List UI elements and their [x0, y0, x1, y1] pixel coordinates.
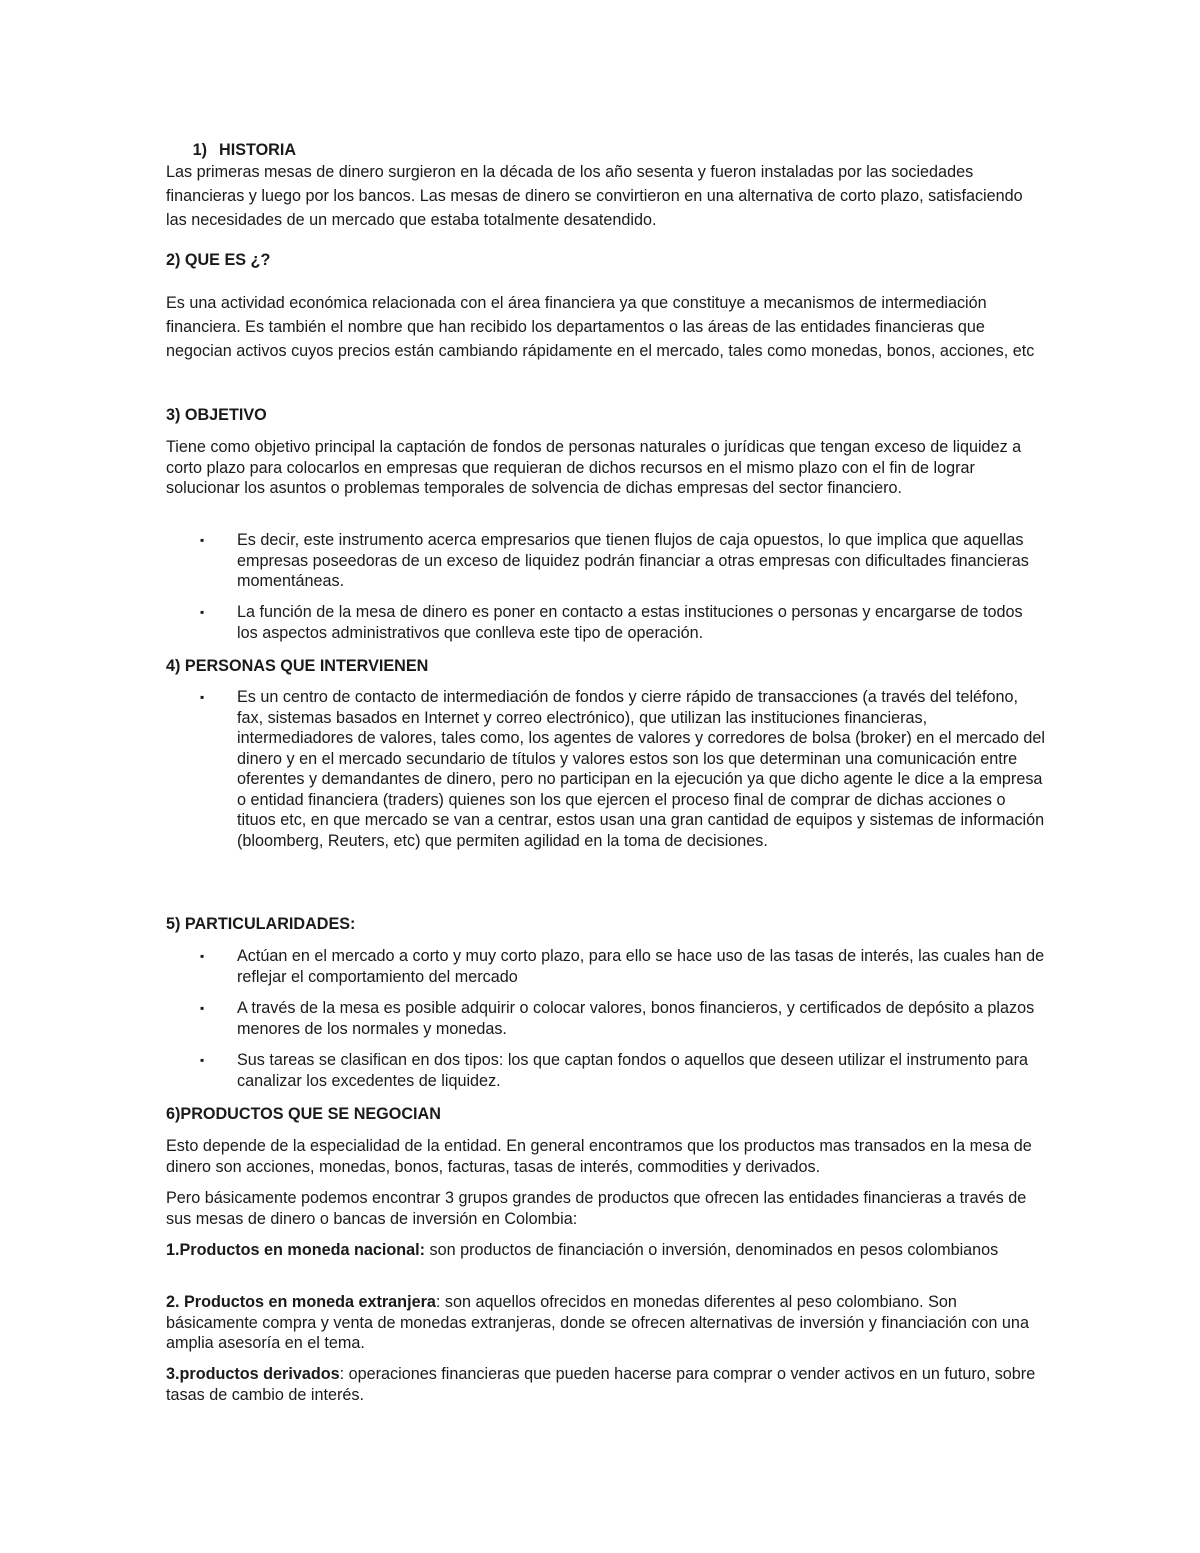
- product-label: 2. Productos en moneda extranjera: [166, 1293, 436, 1311]
- bullet-text: Es decir, este instrumento acerca empresarios que tienen flujos de caja opuestos, lo que implica que aquellas empresas poseedoras de un exceso de liquidez podrán financiar a otras empresas con dificultades financieras momentáneas.: [237, 531, 1029, 590]
- bullet-item: [166, 998, 1046, 1039]
- heading-que-es: 2) QUE ES ¿?: [166, 251, 271, 269]
- bullet-text: Sus tareas se clasifican en dos tipos: los que captan fondos o aquellos que deseen utilizar el instrumento para canalizar los excedentes de liquidez.: [237, 1051, 1028, 1090]
- product-text: : son aquellos ofrecidos en monedas diferentes al peso colombiano. Son básicamente compra y venta de monedas extranjeras, donde se ofrecen alternativas de inversión y financiación con una amplia asesoría en el tema.: [166, 1293, 1029, 1352]
- product-text: : operaciones financieras que pueden hacerse para comprar o vender activos en un futuro, sobre tasas de cambio de interés.: [166, 1365, 1036, 1404]
- bullet-text: Es un centro de contacto de intermediación de fondos y cierre rápido de transacciones (a través del teléfono, fax, sistemas basados en Internet y correo electrónico), que utilizan las instituciones financieras, intermediadores de valores, tales como, los agentes de valores y corredores de bolsa (broker) en el mercado del dinero y en el mercado secundario de títulos y valores estos son los que determinan una comunicación entre oferentes y demandantes de dinero, pero no participan en la ejecución ya que dicho agente le dice a la empresa o entidad financiera (traders) quienes son los que ejercen el proceso final de comprar de dichas acciones o tituos etc, en que mercado se van a centrar, estos usan una gran cantidad de equipos y sistemas de información (bloomberg, Reuters, etc) que permiten agilidad en la toma de decisiones.: [237, 688, 1045, 850]
- bullet-text: La función de la mesa de dinero es poner en contacto a estas instituciones o personas y encargarse de todos los aspectos administrativos que conlleva este tipo de operación.: [237, 603, 1023, 642]
- product-text: son productos de financiación o inversión, denominados en pesos colombianos: [425, 1241, 999, 1259]
- product-item: [166, 1292, 1046, 1354]
- bullet-item: [166, 1050, 1046, 1091]
- heading-title: HISTORIA: [219, 141, 297, 159]
- bullet-icon: ▪: [200, 690, 205, 704]
- product-item: [166, 1240, 1046, 1261]
- heading-number: 1): [192, 141, 207, 159]
- paragraph-productos-2: Pero básicamente podemos encontrar 3 grupos grandes de productos que ofrecen las entidades financieras a través de sus mesas de dinero o bancas de inversión en Colombia:: [166, 1189, 1027, 1228]
- product-item: [166, 1364, 1046, 1405]
- heading-personas: 4) PERSONAS QUE INTERVIENEN: [166, 657, 429, 675]
- product-label: 3.productos derivados: [166, 1365, 340, 1383]
- heading-particularidades: 5) PARTICULARIDADES:: [166, 915, 356, 933]
- bullet-icon: ▪: [200, 533, 205, 547]
- bullet-item: [166, 530, 1046, 592]
- heading-productos: 6)PRODUCTOS QUE SE NEGOCIAN: [166, 1105, 441, 1123]
- heading-historia: [166, 140, 1046, 161]
- paragraph-productos-1: Esto depende de la especialidad de la entidad. En general encontramos que los productos mas transados en la mesa de dinero son acciones, monedas, bonos, facturas, tasas de interés, commodities y derivados.: [166, 1137, 1032, 1176]
- bullet-text: Actúan en el mercado a corto y muy corto plazo, para ello se hace uso de las tasas de interés, las cuales han de reflejar el comportamiento del mercado: [237, 947, 1045, 986]
- bullet-icon: ▪: [200, 1053, 205, 1067]
- bullet-icon: ▪: [200, 605, 205, 619]
- bullet-item: [166, 946, 1046, 987]
- paragraph-historia: Las primeras mesas de dinero surgieron en la década de los año sesenta y fueron instaladas por las sociedades financieras y luego por los bancos. Las mesas de dinero se convirtieron en una alternativa de corto plazo, satisfaciendo las necesidades de un mercado que estaba totalmente desatendido.: [166, 163, 1023, 229]
- product-label: 1.Productos en moneda nacional:: [166, 1241, 426, 1259]
- heading-objetivo: 3) OBJETIVO: [166, 406, 267, 424]
- bullet-icon: ▪: [200, 949, 205, 963]
- paragraph-que-es: Es una actividad económica relacionada con el área financiera ya que constituye a mecanismos de intermediación financiera. Es también el nombre que han recibido los departamentos o las áreas de las entidades financieras que negocian activos cuyos precios están cambiando rápidamente en el mercado, tales como monedas, bonos, acciones, etc: [166, 294, 1035, 360]
- bullet-text: A través de la mesa es posible adquirir o colocar valores, bonos financieros, y certificados de depósito a plazos menores de los normales y monedas.: [237, 999, 1035, 1038]
- bullet-item: [166, 687, 1046, 851]
- paragraph-objetivo: Tiene como objetivo principal la captación de fondos de personas naturales o jurídicas que tengan exceso de liquidez a corto plazo para colocarlos en empresas que requieran de dichos recursos en el mismo plazo con el fin de lograr solucionar los asuntos o problemas temporales de solvencia de dichas empresas del sector financiero.: [166, 438, 1022, 497]
- bullet-item: [166, 602, 1046, 643]
- bullet-icon: ▪: [200, 1001, 205, 1015]
